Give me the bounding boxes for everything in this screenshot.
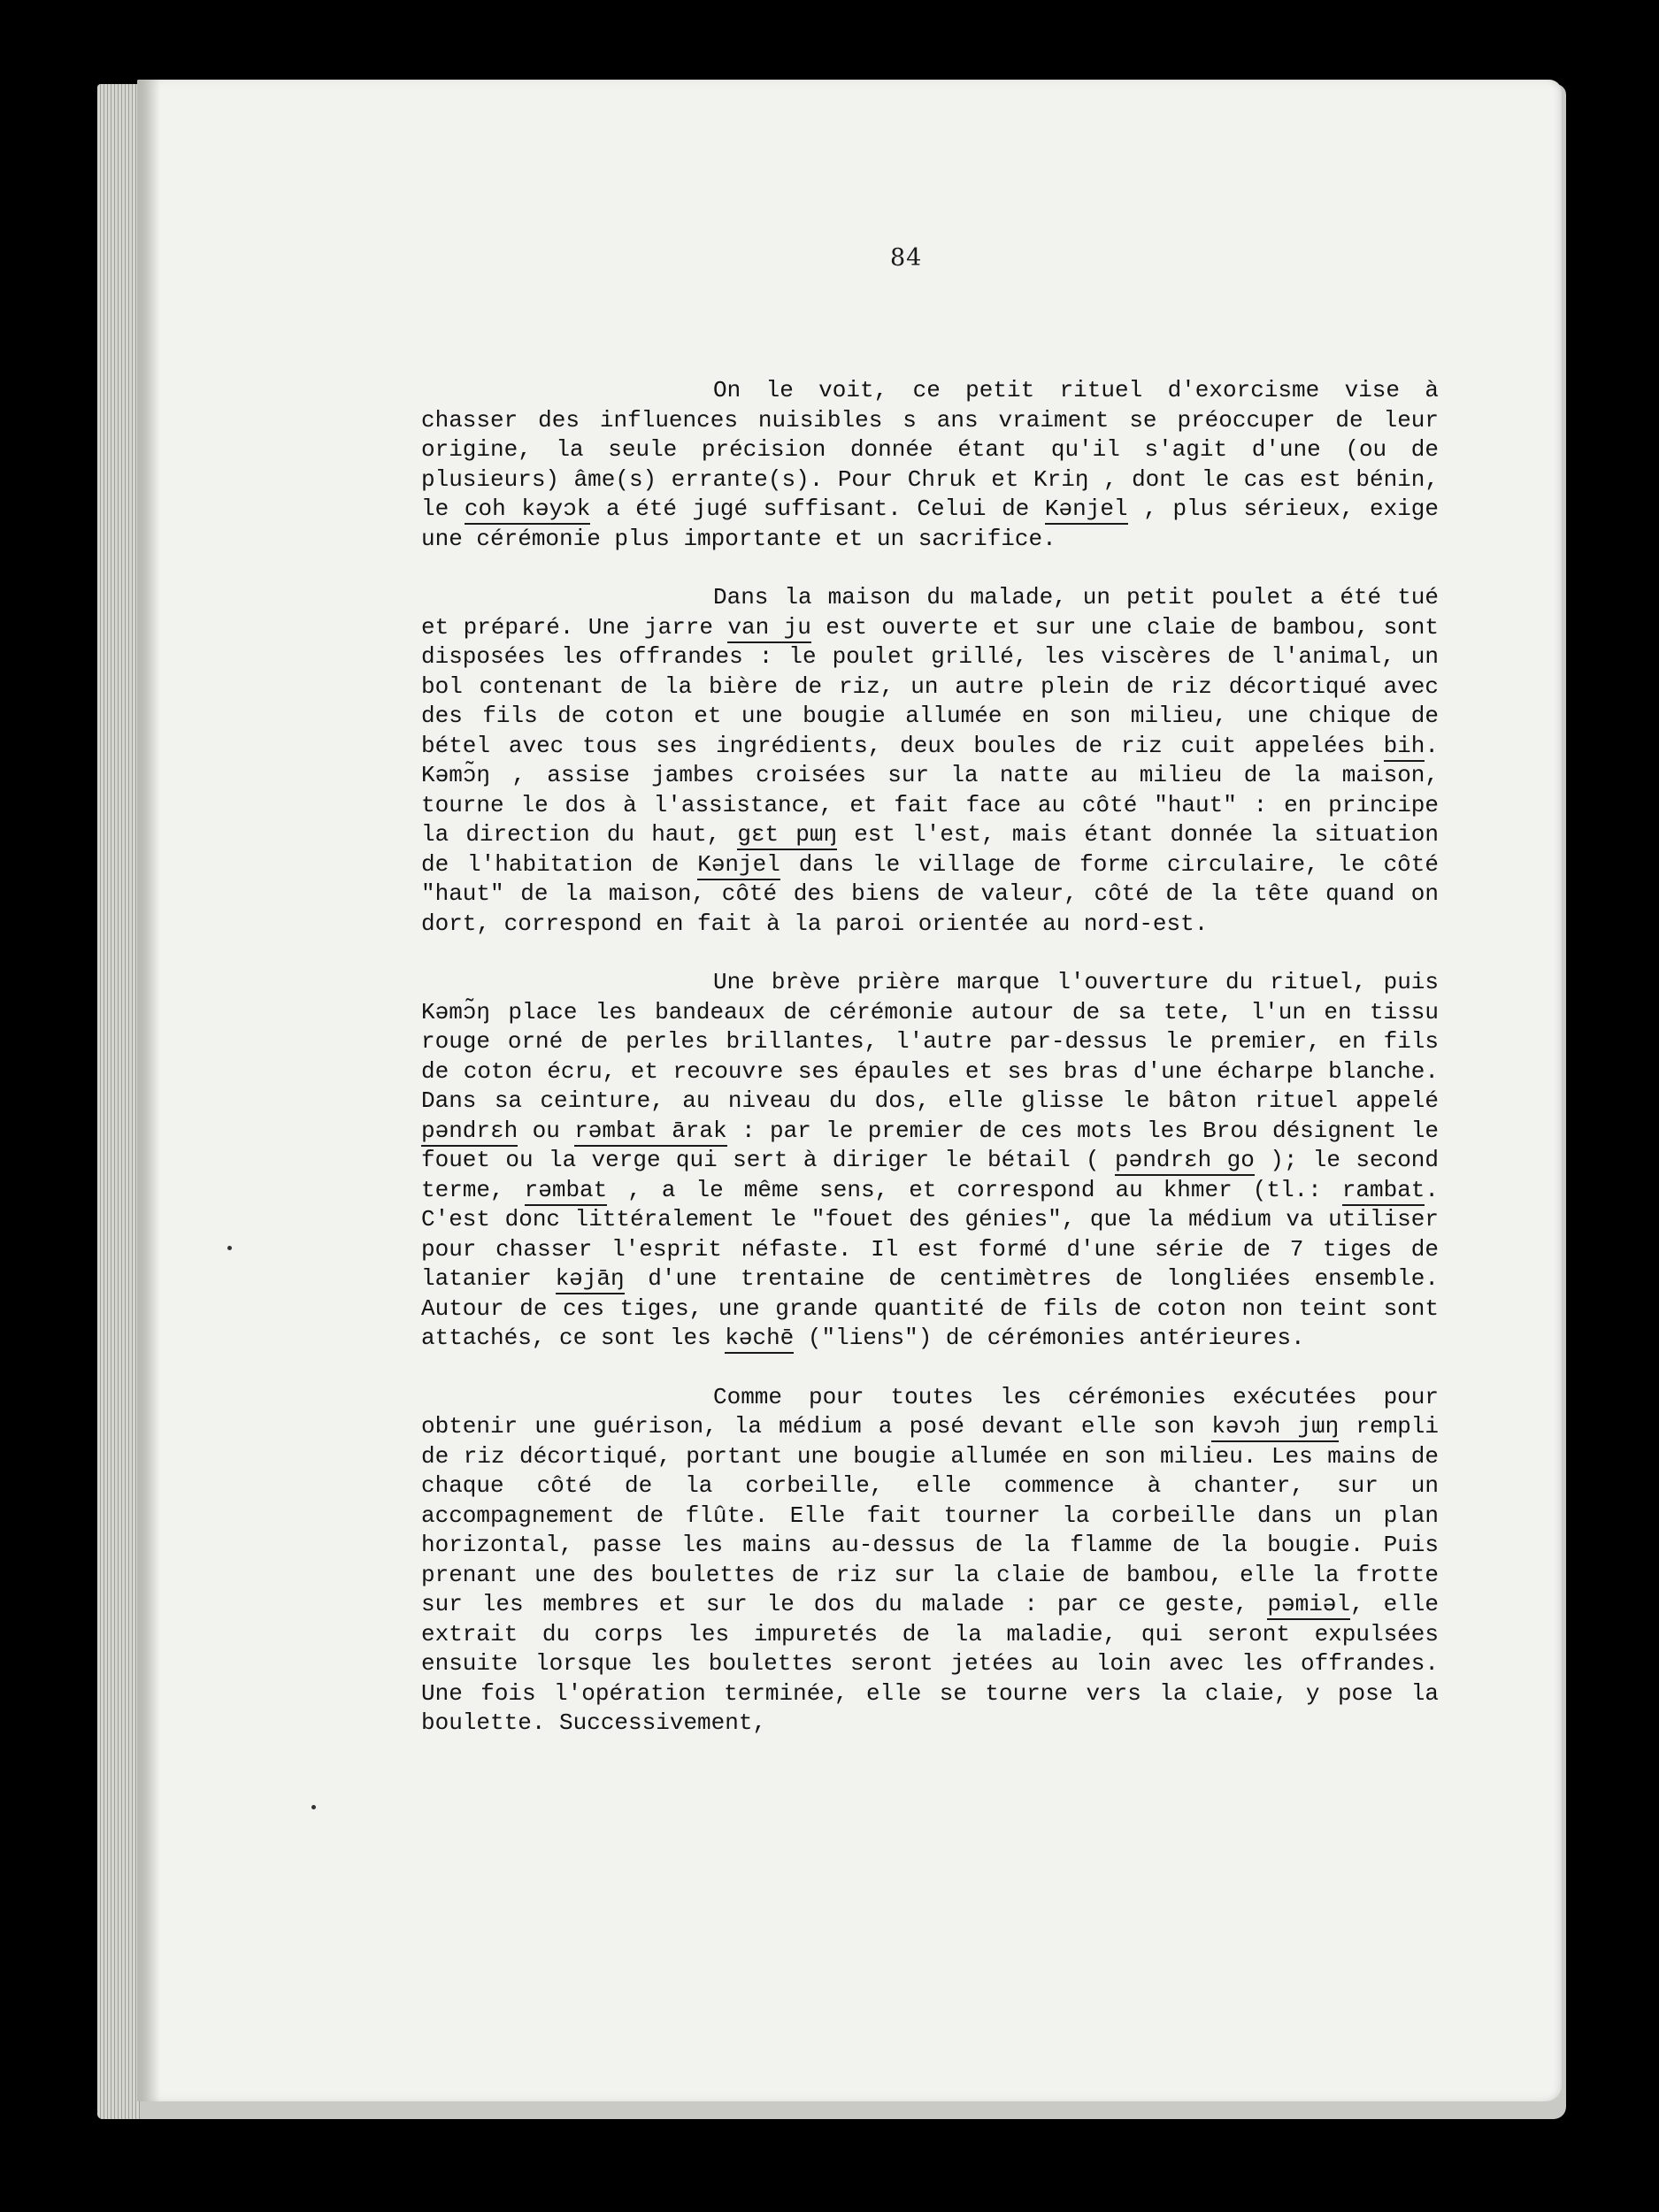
vernacular-term: rambat — [1342, 1177, 1425, 1206]
paragraph — [421, 583, 1439, 939]
text-segment: , a le même sens, et correspond au khmer (tl.: — [607, 1176, 1342, 1203]
vernacular-term: Kənjel — [697, 851, 780, 880]
text-segment: Dans la maison du malade, un petit poulet a été tué et préparé. Une jarre — [421, 584, 1439, 641]
vernacular-term: rəmbat — [525, 1177, 608, 1206]
text-segment: Comme pour toutes les cérémonies exécutées pour obtenir une guérison, la médium a posé devant elle son — [421, 1383, 1439, 1440]
text-segment: est l'est, mais étant donnée la situation de l'habitation de — [421, 821, 1440, 878]
page-number: 84 — [890, 244, 923, 272]
page-edges — [97, 84, 140, 2119]
vernacular-term: kəvɔh jɯŋ — [1211, 1413, 1339, 1442]
vernacular-term: pəndrɛh go — [1115, 1147, 1255, 1176]
vernacular-term: coh kəyɔk — [465, 495, 590, 525]
text-segment: , elle extrait du corps les impuretés de la maladie, qui seront expulsées ensuite lorsque les boulettes seront jetées au loin avec les offrandes. Une fois l'opération terminée, elle se tourne vers la claie, y pose la boulette. Successivement, — [421, 1591, 1439, 1736]
text-segment: Une brève prière marque l'ouverture du rituel, puis Kəmɔ̃ŋ place les bandeaux de cérémonie autour de sa tete, l'un en tissu rouge orné de perles brillantes, l'autre par-dessus le premier, en fils de coton écru, et recouvre ses épaules et ses bras d'une écharpe blanche. Dans sa ceinture, au niveau du dos, elle glisse le bâton rituel appelé — [421, 969, 1439, 1114]
vernacular-term: pəndrɛh — [421, 1118, 518, 1147]
text-segment: a été jugé suffisant. Celui de — [590, 495, 1045, 522]
paragraph — [421, 376, 1439, 554]
page-gutter-shadow — [137, 80, 160, 2101]
vernacular-term: Kənjel — [1045, 495, 1128, 525]
text-segment: rempli de riz décortiqué, portant une bougie allumée en son milieu. Les mains de chaque côté de la corbeille, elle commence à chanter, sur un accompagnement de flûte. Elle fait tourner la corbeille dans un plan horizontal, passe les mains au-dessus de la flamme de la bougie. Puis prenant une des boulettes de riz sur la claie de bambou, elle la frotte sur les membres et sur le dos du malade : par ce geste, — [421, 1413, 1440, 1617]
vernacular-term: gɛt pɯŋ — [737, 821, 837, 850]
text-segment: . Kəmɔ̃ŋ , assise jambes croisées sur la natte au milieu de la maison, tourne le dos à l'assistance, et fait face au côté "haut" : en principe la direction du haut, — [421, 732, 1439, 848]
vernacular-term: rəmbat ārak — [574, 1118, 726, 1147]
paragraph — [421, 1383, 1439, 1739]
vernacular-term: pəmiəl — [1267, 1591, 1350, 1620]
scan-speck — [227, 1246, 232, 1250]
vernacular-term: kəchē — [725, 1325, 794, 1354]
text-segment: : par le premier de ces mots les Brou désignent le fouet ou la verge qui sert à diriger le bétail ( — [421, 1117, 1439, 1173]
text-segment: On le voit, ce petit rituel d'exorcisme vise à chasser des influences nuisibles s ans vraiment se préoccuper de leur origine, la seule précision donnée étant qu'il s'agit d'une (ou de plusieurs) âme(s) errante(s). Pour Chruk et Kriŋ , dont le cas est bénin, le — [421, 377, 1439, 522]
text-segment: ou — [518, 1117, 575, 1144]
scan-speck — [311, 1805, 316, 1809]
vernacular-term: bih — [1384, 733, 1425, 762]
text-segment: dans le village de forme circulaire, le côté "haut" de la maison, côté des biens de valeur, côté de la tête quand on dort, correspond en fait à la paroi orientée au nord-est. — [421, 850, 1439, 937]
vernacular-term: van ju — [727, 614, 810, 643]
body-text — [421, 376, 1439, 1739]
text-segment: . C'est donc littéralement le "fouet des génies", que la médium va utiliser pour chasser l'esprit néfaste. Il est formé d'une série de 7 tiges de latanier — [421, 1176, 1440, 1292]
text-segment: ); le second terme, — [421, 1147, 1439, 1203]
text-segment: est ouverte et sur une claie de bambou, sont disposées les offrandes : le poulet grillé, les viscères de l'animal, un bol contenant de la bière de riz, un autre plein de riz décortiqué avec des fils de coton et une bougie allumée en son milieu, une chique de bétel avec tous ses ingrédients, deux boules de riz cuit appelées — [421, 613, 1439, 759]
text-segment: d'une trentaine de centimètres de longliées ensemble. Autour de ces tiges, une grande quantité de fils de coton non teint sont attachés, ce sont les — [421, 1265, 1439, 1351]
text-segment: ("liens") de cérémonies antérieures. — [794, 1325, 1305, 1351]
text-segment: , plus sérieux, exige une cérémonie plus importante et un sacrifice. — [421, 495, 1439, 552]
vernacular-term: kəjāŋ — [556, 1265, 625, 1294]
paragraph — [421, 968, 1439, 1354]
